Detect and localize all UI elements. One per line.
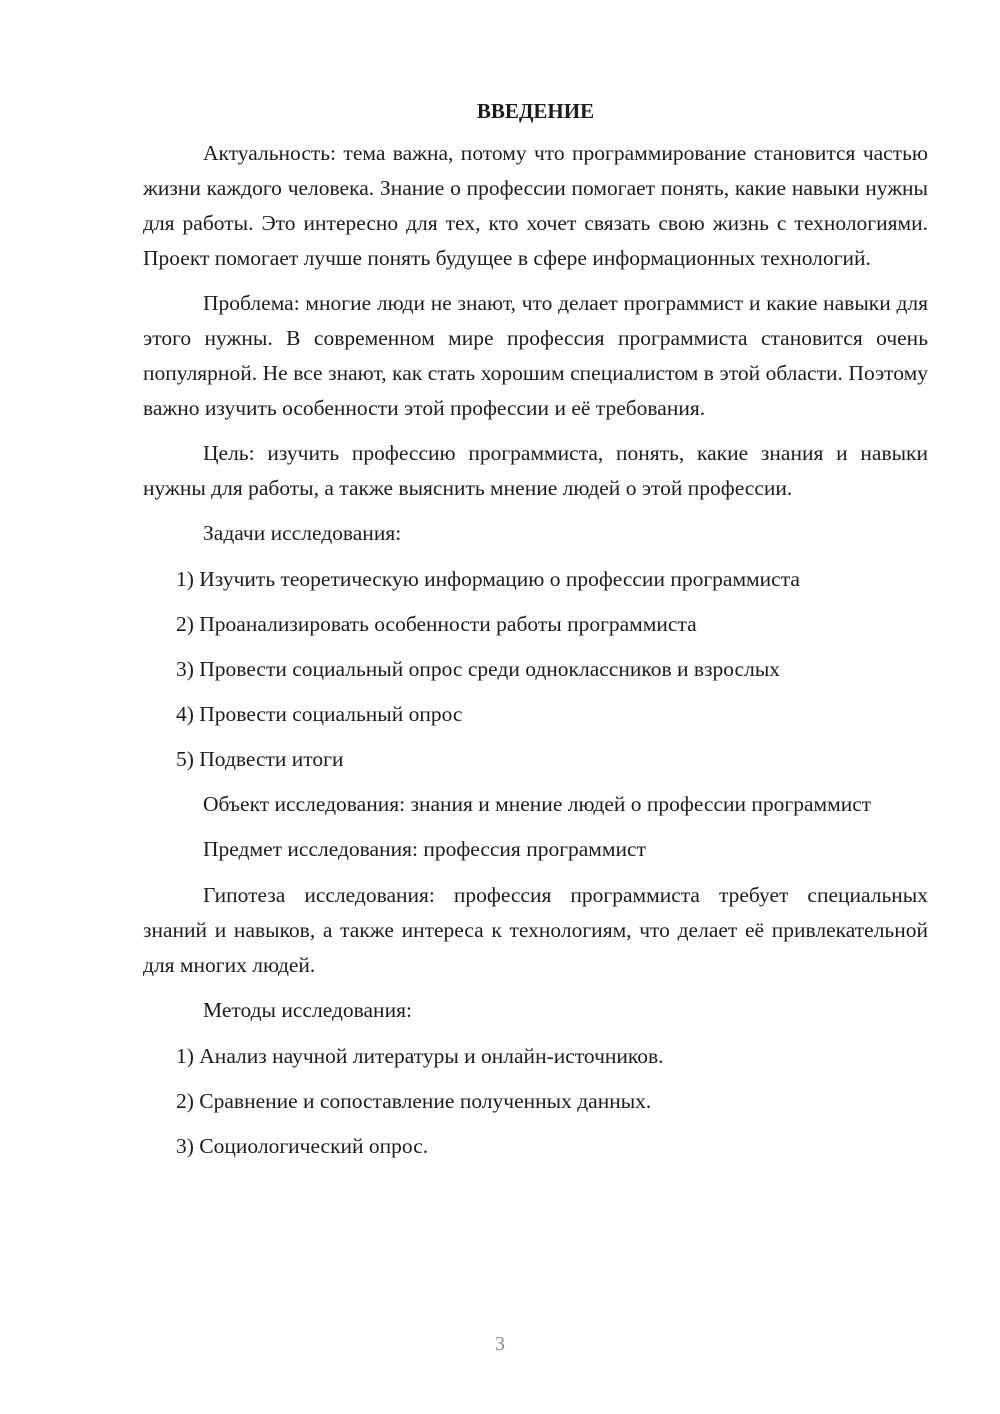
object-paragraph: Объект исследования: знания и мнение людей о профессии программист <box>203 792 872 816</box>
methods-list <box>143 1039 928 1164</box>
list-item: 5) Подвести итоги <box>176 747 344 771</box>
tasks-list <box>143 562 928 777</box>
list-item: 3) Провести социальный опрос среди одноклассников и взрослых <box>176 657 781 681</box>
document-page <box>143 96 928 1174</box>
page-number: 3 <box>495 1333 505 1355</box>
goal-paragraph: Цель: изучить профессию программиста, понять, какие знания и навыки нужны для работы, а также выяснить мнение людей о этой профессии. <box>143 441 928 500</box>
list-item: 1) Анализ научной литературы и онлайн-источников. <box>176 1044 664 1068</box>
list-item: 1) Изучить теоретическую информацию о профессии программиста <box>176 567 800 591</box>
list-item: 2) Сравнение и сопоставление полученных данных. <box>176 1089 652 1113</box>
methods-heading: Методы исследования: <box>203 998 412 1022</box>
tasks-heading: Задачи исследования: <box>203 521 402 545</box>
hypothesis-paragraph: Гипотеза исследования: профессия программиста требует специальных знаний и навыков, а также интереса к технологиям, что делает её привлекательной для многих людей. <box>143 883 928 977</box>
list-item: 2) Проанализировать особенности работы программиста <box>176 612 697 636</box>
subject-paragraph: Предмет исследования: профессия программист <box>203 837 646 861</box>
list-item: 3) Социологический опрос. <box>176 1134 429 1158</box>
relevance-paragraph: Актуальность: тема важна, потому что программирование становится частью жизни каждого человека. Знание о профессии помогает понять, какие навыки нужны для работы. Это интересно для тех, кто хочет связать свою жизнь с технологиями. Проект помогает лучше понять будущее в сфере информационных технологий. <box>143 141 928 270</box>
page-title: ВВЕДЕНИЕ <box>476 99 595 123</box>
list-item: 4) Провести социальный опрос <box>176 702 463 726</box>
problem-paragraph: Проблема: многие люди не знают, что делает программист и какие навыки для этого нужны. В современном мире профессия программиста становится очень популярной. Не все знают, как стать хорошим специалистом в этой области. Поэтому важно изучить особенности этой профессии и её требования. <box>143 291 928 420</box>
